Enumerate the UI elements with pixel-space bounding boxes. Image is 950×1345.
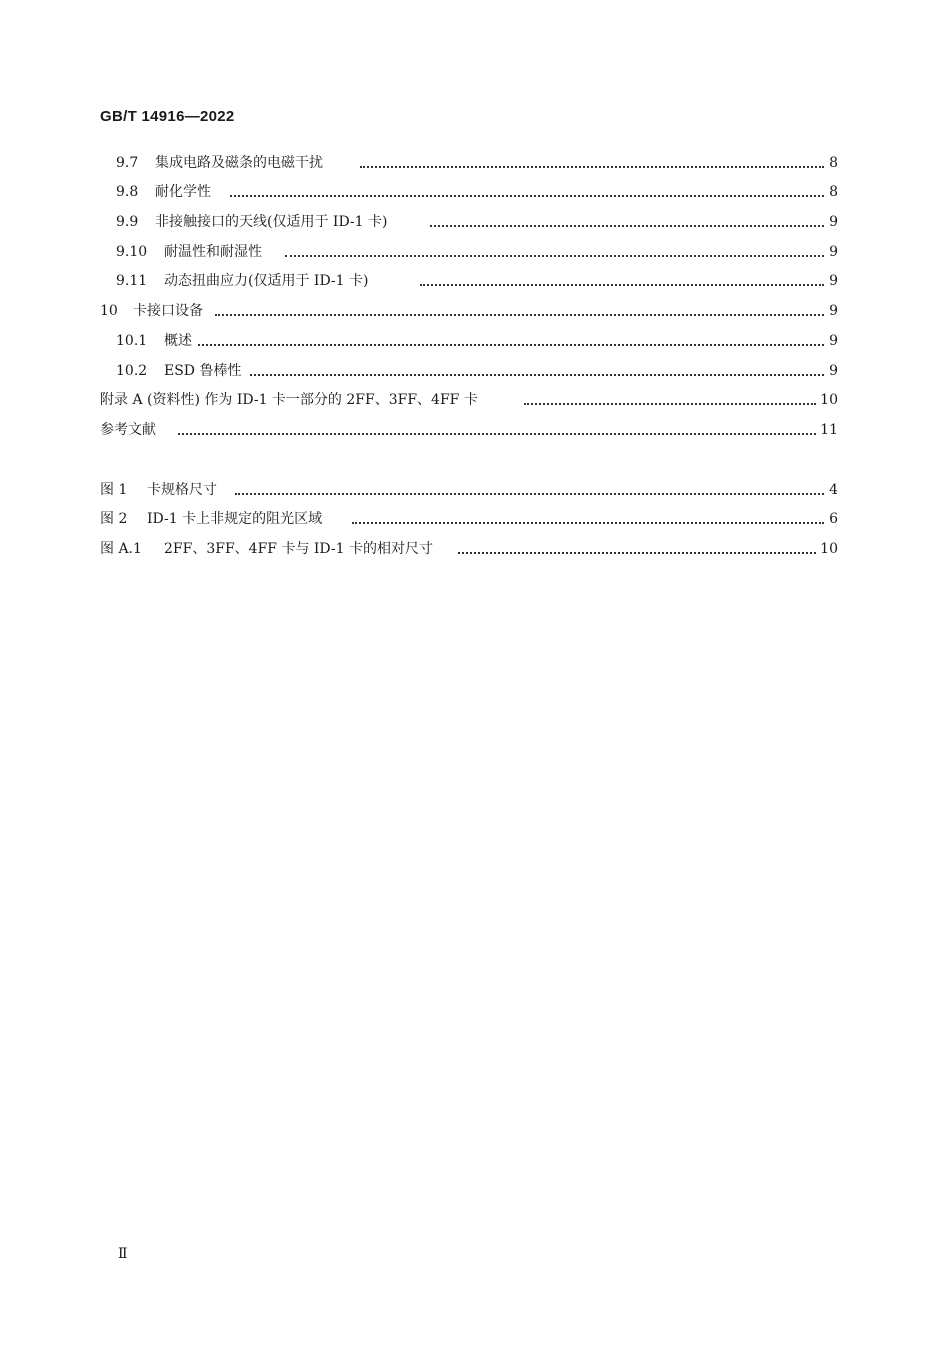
toc-entry-page: 8 [825,152,838,174]
figure-entry[interactable] [0,479,950,501]
toc-entry[interactable] [0,181,950,203]
figure-entry-number: 图 1 [100,482,128,498]
toc-entry-page: 9 [825,270,838,292]
toc-entry-page: 10 [816,389,838,411]
figure-entry[interactable] [0,538,950,560]
toc-leader-dots [360,166,824,168]
toc-leader-dots [215,314,824,316]
toc-entry[interactable] [0,211,950,233]
toc-entry-number: 9.7 [116,155,139,171]
toc-leader-dots [458,552,816,554]
toc-entry-number: 10 [100,303,118,319]
figure-entry-number: 图 A.1 [100,541,142,557]
toc-entry-references[interactable] [0,419,950,441]
toc-entry-title: 集成电路及磁条的电磁干扰 [155,152,326,174]
toc-leader-dots [524,403,816,405]
toc-entry[interactable] [0,152,950,174]
toc-leader-dots [420,284,824,286]
toc-entry-title: (资料性) 作为 ID-1 卡一部分的 2FF、3FF、4FF 卡 [147,389,481,411]
toc-entry-page: 9 [825,300,838,322]
toc-entry-title: 概述 [164,330,195,352]
toc-entry[interactable] [0,360,950,382]
toc-leader-dots [250,374,824,376]
toc-entry-number: 附录 A [100,392,143,408]
figure-entry-page: 10 [816,538,838,560]
toc-entry-title: 卡接口设备 [133,300,206,322]
toc-entry-title: 耐温性和耐湿性 [164,241,265,263]
figure-entry-number: 图 2 [100,511,128,527]
toc-entry-page: 9 [825,330,838,352]
toc-entry-number: 10.1 [116,333,148,349]
toc-entry-page: 8 [825,181,838,203]
toc-entry-number: 9.11 [116,273,148,289]
toc-entry-title: ESD 鲁棒性 [164,360,245,382]
standard-code: GB/T 14916—2022 [100,108,235,125]
toc-entry-number: 9.10 [116,244,148,260]
toc-entry-number: 9.8 [116,184,139,200]
toc-entry-annex[interactable] [0,389,950,411]
figure-entry[interactable] [0,508,950,530]
toc-entry-title: 动态扭曲应力(仅适用于 ID-1 卡) [164,270,371,292]
toc-leader-dots [430,225,824,227]
toc-entry-page: 9 [825,241,838,263]
toc-entry[interactable] [0,241,950,263]
page-number: Ⅱ [118,1246,128,1262]
toc-entry[interactable] [0,300,950,322]
toc-entry-number: 10.2 [116,363,148,379]
toc-entry-title: 参考文献 [100,419,159,441]
figure-entry-page: 4 [825,479,838,501]
toc-entry-number: 9.9 [116,214,139,230]
toc-entry[interactable] [0,270,950,292]
toc-leader-dots [352,522,824,524]
toc-leader-dots [285,255,824,257]
toc-leader-dots [230,195,824,197]
toc-entry-title: 非接触接口的天线(仅适用于 ID-1 卡) [155,211,390,233]
toc-entry-page: 9 [825,360,838,382]
figure-entry-page: 6 [825,508,838,530]
toc-entry-page: 11 [816,419,838,441]
figure-entry-title: 2FF、3FF、4FF 卡与 ID-1 卡的相对尺寸 [164,538,436,560]
toc-entry-title: 耐化学性 [155,181,214,203]
toc-leader-dots [198,344,824,346]
figure-entry-title: 卡规格尺寸 [147,479,220,501]
toc-leader-dots [235,493,824,495]
toc-entry-page: 9 [825,211,838,233]
figure-entry-title: ID-1 卡上非规定的阻光区域 [147,508,325,530]
toc-leader-dots [178,433,816,435]
toc-entry[interactable] [0,330,950,352]
